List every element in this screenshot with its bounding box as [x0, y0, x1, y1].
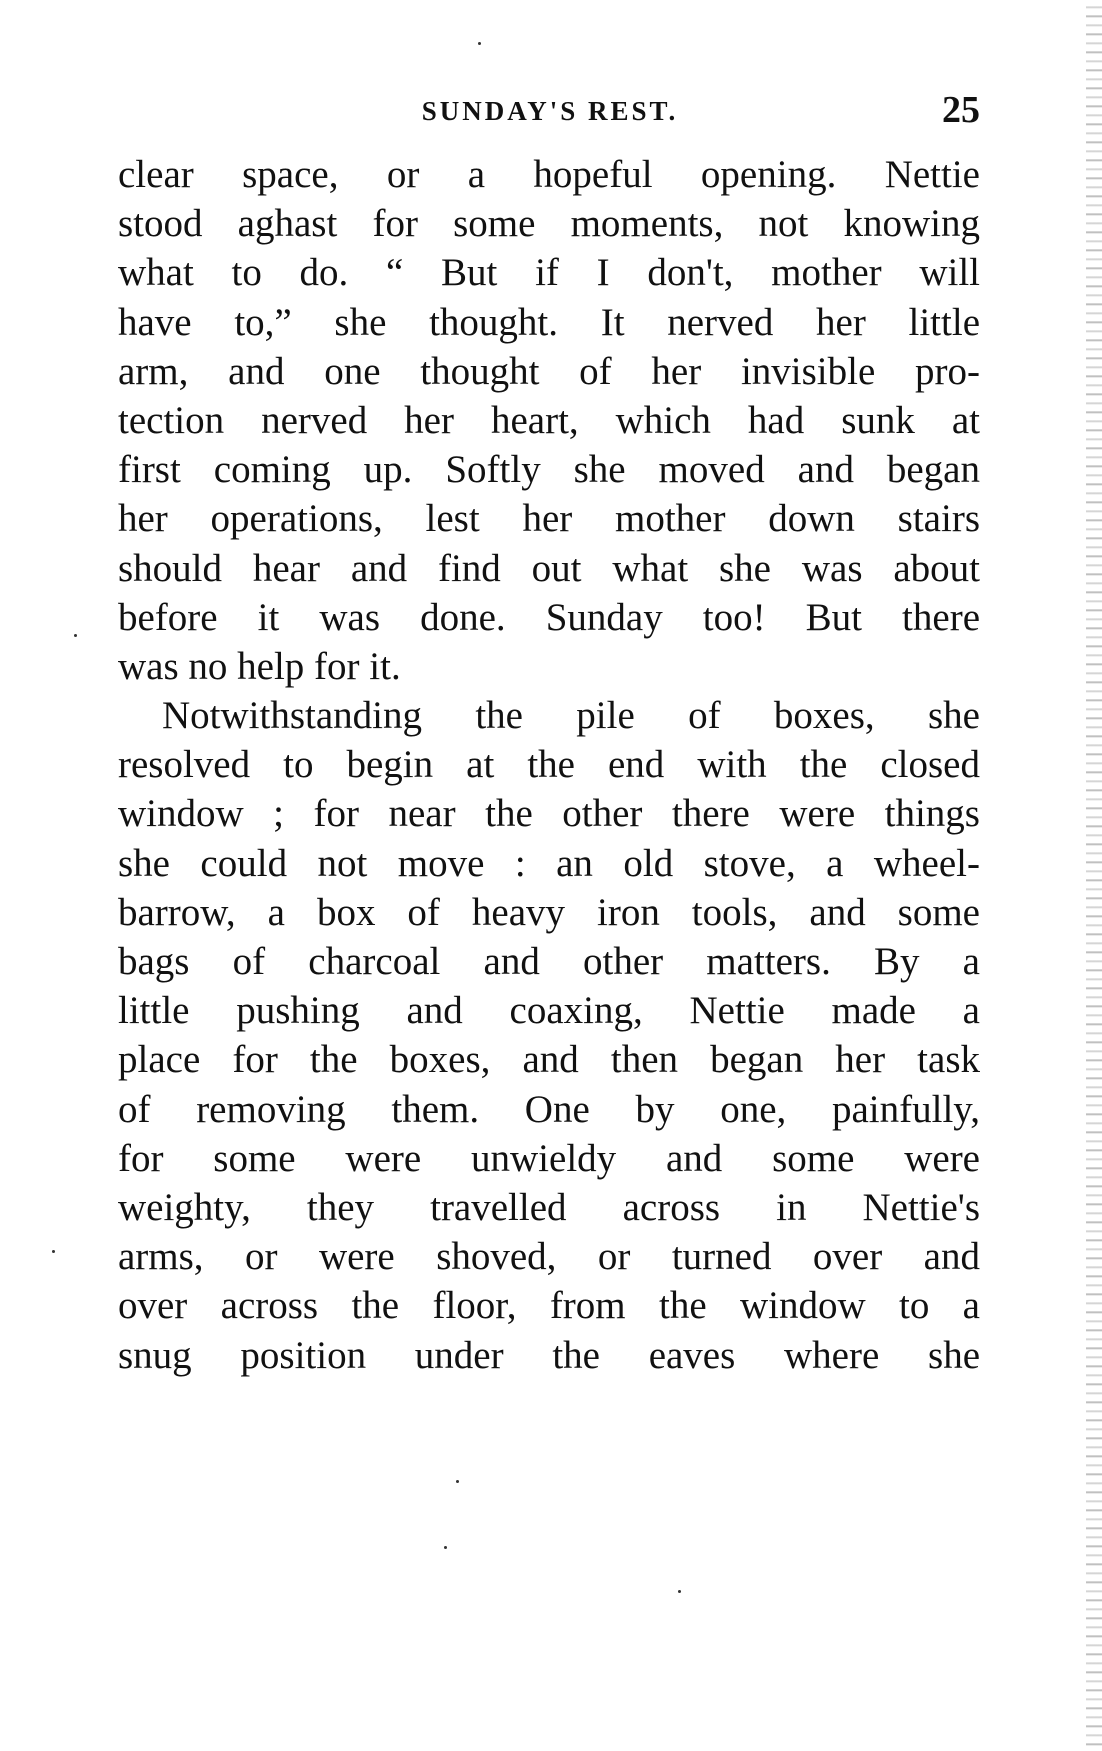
text-line: have to,” she thought. It nerved her little: [118, 300, 980, 344]
text-line: resolved to begin at the end with the closed: [118, 743, 980, 787]
text-line: she could not move : an old stove, a wheel-: [118, 841, 980, 885]
paragraph-1: [118, 150, 980, 691]
text-line: arm, and one thought of her invisible pro-: [118, 349, 980, 393]
text-line: should hear and find out what she was about: [118, 546, 980, 590]
page-number: 25: [942, 89, 980, 131]
text-line: weighty, they travelled across in Nettie's: [118, 1185, 980, 1229]
running-head: SUNDAY'S REST.: [421, 96, 679, 126]
text-line: over across the floor, from the window to a: [118, 1284, 980, 1328]
scanned-page-edge: [1086, 0, 1102, 1751]
text-line: Notwithstanding the pile of boxes, she: [162, 694, 980, 738]
scan-speck: [74, 634, 77, 637]
text-line: window ; for near the other there were things: [118, 792, 980, 836]
text-line: first coming up. Softly she moved and began: [118, 448, 980, 492]
scan-speck: [678, 1590, 681, 1593]
text-line: tection nerved her heart, which had sunk at: [118, 398, 980, 442]
text-line: of removing them. One by one, painfully,: [118, 1087, 980, 1131]
page-header: [120, 88, 980, 138]
text-line: her operations, lest her mother down stairs: [118, 497, 980, 541]
text-line: snug position under the eaves where she: [118, 1333, 980, 1377]
text-line: what to do. “ But if I don't, mother will: [118, 251, 980, 295]
scan-speck: [52, 1250, 55, 1253]
body-text: [118, 150, 980, 1380]
text-line: bags of charcoal and other matters. By a: [118, 940, 980, 983]
text-line: for some were unwieldy and some were: [118, 1136, 980, 1180]
text-line: barrow, a box of heavy iron tools, and some: [118, 890, 980, 934]
text-line: stood aghast for some moments, not knowing: [118, 202, 980, 246]
scan-speck: [444, 1546, 447, 1549]
text-line: place for the boxes, and then began her task: [118, 1038, 980, 1082]
scan-speck: [478, 42, 481, 45]
paragraph-2: [118, 691, 980, 1380]
text-line: clear space, or a hopeful opening. Nettie: [118, 153, 980, 196]
text-line: arms, or were shoved, or turned over and: [118, 1235, 980, 1279]
scan-speck: [456, 1480, 459, 1483]
text-line: little pushing and coaxing, Nettie made a: [118, 989, 980, 1033]
text-line: was no help for it.: [118, 644, 401, 688]
text-line: before it was done. Sunday too! But there: [118, 595, 980, 639]
